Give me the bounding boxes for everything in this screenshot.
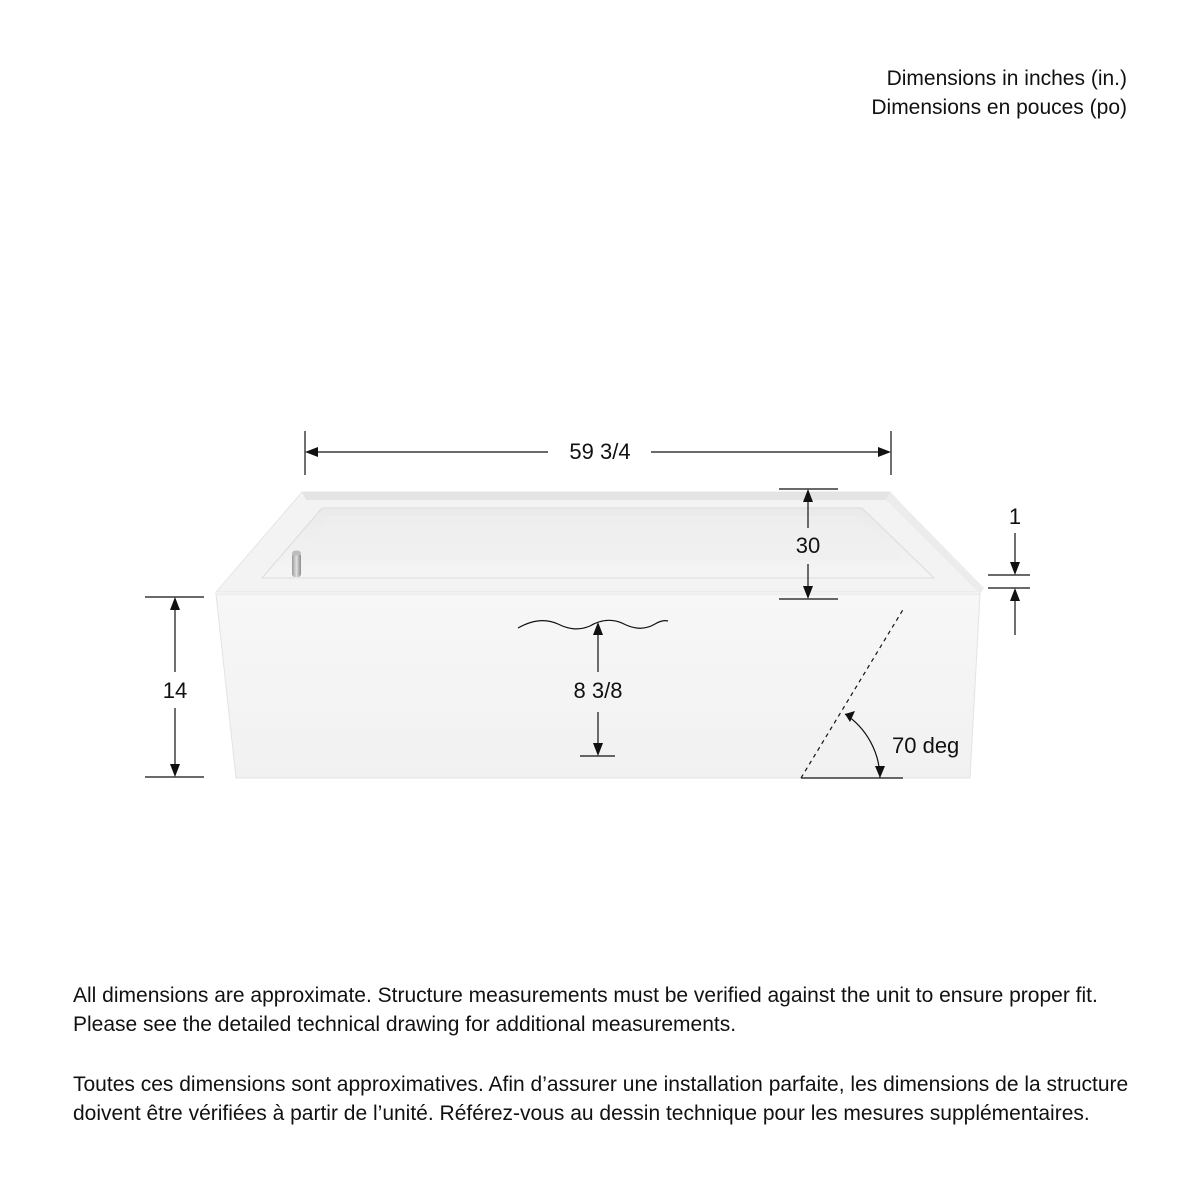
water-depth-label: 8 3/8	[573, 678, 623, 703]
tub-back-flange	[302, 492, 890, 500]
disclaimer-en: All dimensions are approximate. Structure measurements must be verified against the unit to ensure proper fit. Please see the detailed technical drawing for additional measurements.	[73, 984, 1098, 1036]
length-label: 59 3/4	[569, 439, 631, 464]
overflow-drain	[292, 551, 301, 578]
flange-dimension	[988, 504, 1030, 635]
units-label-en: Dimensions in inches (in.)	[886, 67, 1127, 90]
height-dimension	[145, 597, 204, 777]
disclaimer-notes	[73, 981, 1143, 1159]
flange-label: 1	[1008, 504, 1022, 529]
height-label: 14	[162, 678, 188, 703]
apron-angle-label: 70 deg	[892, 733, 960, 758]
disclaimer-fr: Toutes ces dimensions sont approximatives. Afin d’assurer une installation parfaite, les dimensions de la structure doivent être vérifiées à partir de l’unité. Référez-vous au dessin technique pour les mesures supplémentaires.	[73, 1073, 1129, 1125]
units-label-fr: Dimensions en pouces (po)	[871, 96, 1127, 119]
width-label: 30	[795, 533, 821, 558]
length-dimension	[305, 431, 891, 475]
